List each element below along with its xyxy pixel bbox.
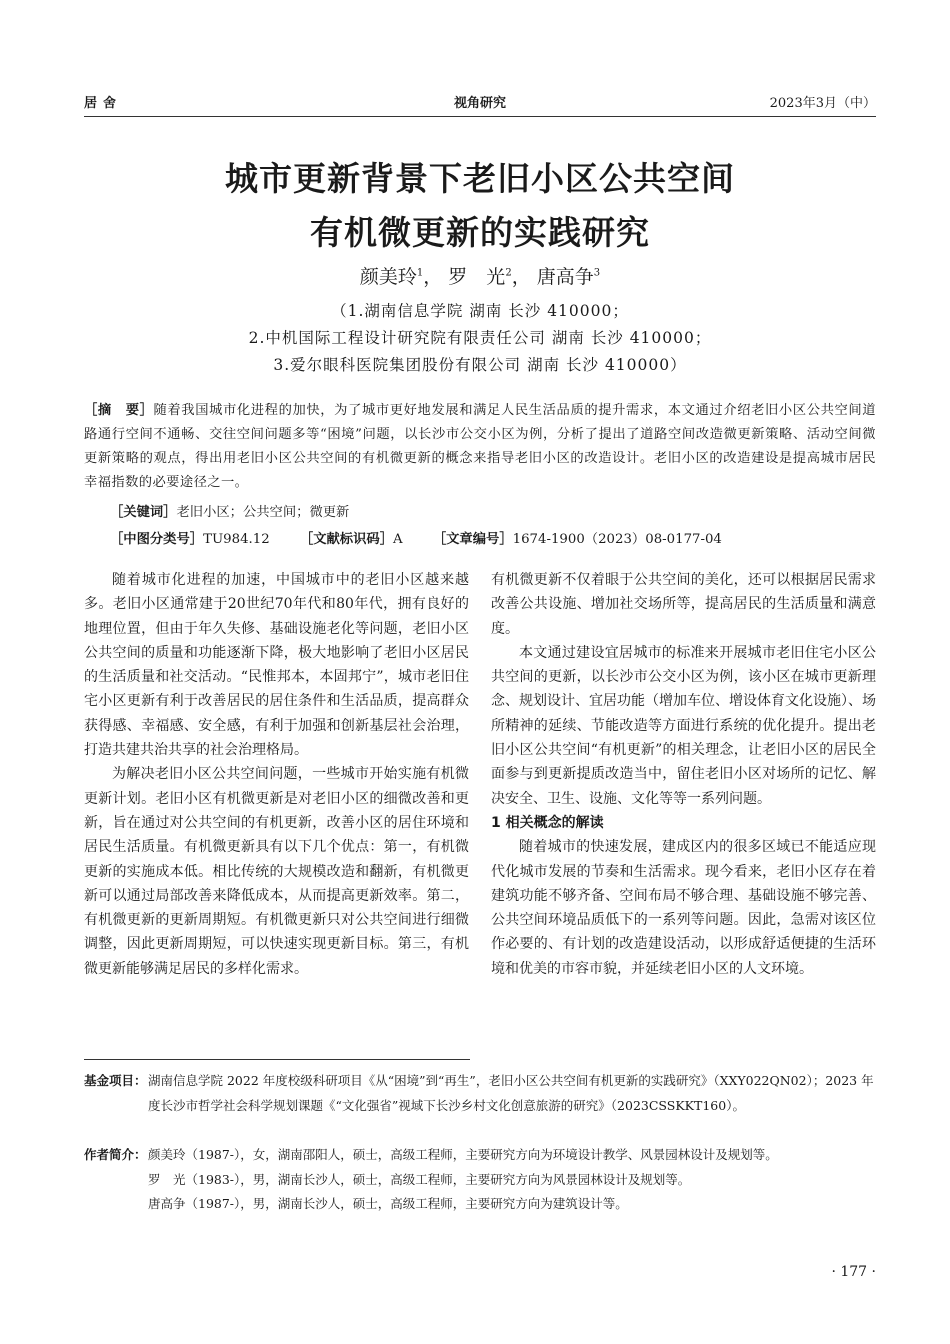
keywords-label: ［关键词］	[110, 505, 177, 520]
funding-text: 湖南信息学院 2022 年度校级科研项目《从“困境”到“再生”，老旧小区公共空间有机更新的实践研究》（XXY022QN02）；2023 年度长沙市哲学社会科学规划课题《“文化强省”视域下长沙乡村文化创意旅游的研究》（2023CSSKKT160）。	[148, 1073, 874, 1113]
section-heading: 1 相关概念的解读	[491, 814, 604, 831]
body-paragraph-continued: 有机微更新不仅着眼于公共空间的美化，还可以根据居民需求改善公共设施、增加社交场所等，提高居民的生活质量和满意度。	[491, 572, 876, 637]
footnote-divider	[84, 1059, 470, 1060]
body-column-right	[491, 568, 876, 981]
doc-code-value: A	[393, 532, 403, 547]
funding-note	[84, 1069, 876, 1118]
body-paragraph: 随着城市的快速发展，建成区内的很多区域已不能适应现代化城市发展的节奏和生活需求。现今看来，老旧小区存在着建筑功能不够齐备、空间布局不够合理、基础设施不够完善、公共空间环境品质低下的一系列等问题。因此，急需对该区位作必要的、有计划的改造建设活动，以形成舒适便捷的生活环境和优美的市容市貌，并延续老旧小区的人文环境。	[491, 839, 876, 977]
author-separator: ，	[511, 266, 531, 288]
article-title	[84, 152, 876, 260]
body-paragraph: 为解决老旧小区公共空间问题，一些城市开始实施有机微更新计划。老旧小区有机微更新是对老旧小区的细微改善和更新，旨在通过对公共空间的有机更新，改善小区的居住环境和居民生活质量。有机微更新具有以下几个优点：第一，有机微更新的实施成本低。相比传统的大规模改造和翻新，有机微更新可以通过局部改善来降低成本，从而提高更新效率。第二，有机微更新的更新周期短。有机微更新只对公共空间进行细微调整，因此更新周期短，可以快速实现更新目标。第三，有机微更新能够满足居民的多样化需求。	[84, 766, 469, 977]
keywords	[110, 501, 349, 520]
clc-label: ［中图分类号］	[110, 532, 204, 547]
affiliation-mark: 2	[505, 267, 512, 279]
header-divider	[84, 116, 876, 117]
journal-name: 居舍	[84, 96, 123, 111]
clc-value: TU984.12	[203, 532, 270, 547]
page-number: · 177 ·	[831, 1264, 876, 1280]
abstract-label: ［摘 要］	[84, 403, 154, 418]
affiliation-line: 2.中机国际工程设计研究院有限责任公司 湖南 长沙 410000；	[248, 329, 712, 347]
body-paragraph: 本文通过建设宜居城市的标准来开展城市老旧住宅小区公共空间的更新，以长沙市公交小区为例，该小区在城市更新理念、规划设计、宜居功能（增加车位、增设体育文化设施）、场所精神的延续、节能改造等方面进行系统的优化提升。提出老旧小区公共空间“有机更新”的相关理念，让老旧小区的居民全面参与到更新提质改造当中，留住老旧小区对场所的记忆、解决安全、卫生、设施、文化等等一系列问题。	[491, 644, 876, 807]
funding-label: 基金项目：	[84, 1073, 147, 1088]
body-column-left	[84, 568, 469, 981]
author-bio-line: 唐高争（1987-），男，湖南长沙人，硕士，高级工程师，主要研究方向为建筑设计等。	[148, 1196, 628, 1211]
running-header	[84, 92, 876, 114]
article-number-label: ［文章编号］	[432, 532, 513, 547]
author-separator: ，	[423, 266, 443, 288]
author-bio-line: 颜美玲（1987-），女，湖南邵阳人，硕士，高级工程师，主要研究方向为环境设计教学、风景园林设计及规划等。	[148, 1147, 778, 1162]
author-bio-label: 作者简介：	[84, 1147, 147, 1162]
affiliation-mark: 1	[416, 267, 424, 279]
author-list	[84, 262, 876, 289]
doc-code-label: ［文献标识码］	[299, 532, 393, 547]
title-line-1: 城市更新背景下老旧小区公共空间	[225, 159, 735, 198]
classification-info	[110, 528, 870, 547]
affiliation-line: 3.爱尔眼科医院集团股份有限公司 湖南 长沙 410000）	[273, 356, 687, 374]
author-name: 唐高争	[536, 266, 594, 288]
section-name: 视角研究	[453, 96, 506, 111]
affiliation-line: （1.湖南信息学院 湖南 长沙 410000；	[331, 302, 629, 320]
abstract-text: 随着我国城市化进程的加快，为了城市更好地发展和满足人民生活品质的提升需求，本文通过介绍老旧小区公共空间道路通行空间不通畅、交往空间问题多等“困境”问题，以长沙市公交小区为例，分析了提出了道路空间改造微更新策略、活动空间微更新策略的观点，得出用老旧小区公共空间的有机微更新的概念来指导老旧小区的改造设计。老旧小区的改造建设是提高城市居民幸福指数的必要途径之一。	[84, 403, 876, 490]
author-bio-line: 罗 光（1983-），男，湖南长沙人，硕士，高级工程师，主要研究方向为风景园林设计及规划等。	[148, 1171, 691, 1187]
affiliations	[84, 298, 876, 379]
abstract	[84, 399, 876, 495]
author-bio-note	[84, 1143, 876, 1217]
author-name: 罗 光	[448, 266, 506, 288]
article-number-value: 1674-1900（2023）08-0177-04	[512, 532, 722, 547]
author-name: 颜美玲	[359, 266, 417, 288]
issue-date: 2023年3月（中）	[769, 96, 876, 111]
title-line-2: 有机微更新的实践研究	[310, 213, 650, 252]
body-paragraph: 随着城市化进程的加速，中国城市中的老旧小区越来越多。老旧小区通常建于20世纪70年代和80年代，拥有良好的地理位置，但由于年久失修、基础设施老化等问题，老旧小区公共空间的质量和功能逐渐下降，极大地影响了老旧小区居民的生活质量和社交活动。“民惟邦本，本固邦宁”，城市老旧住宅小区更新有利于改善居民的居住条件和生活品质，提高群众获得感、幸福感、安全感，有利于加强和创新基层社会治理，打造共建共治共享的社会治理格局。	[84, 572, 469, 759]
affiliation-mark: 3	[593, 267, 601, 279]
keywords-text: 老旧小区；公共空间；微更新	[176, 505, 350, 520]
